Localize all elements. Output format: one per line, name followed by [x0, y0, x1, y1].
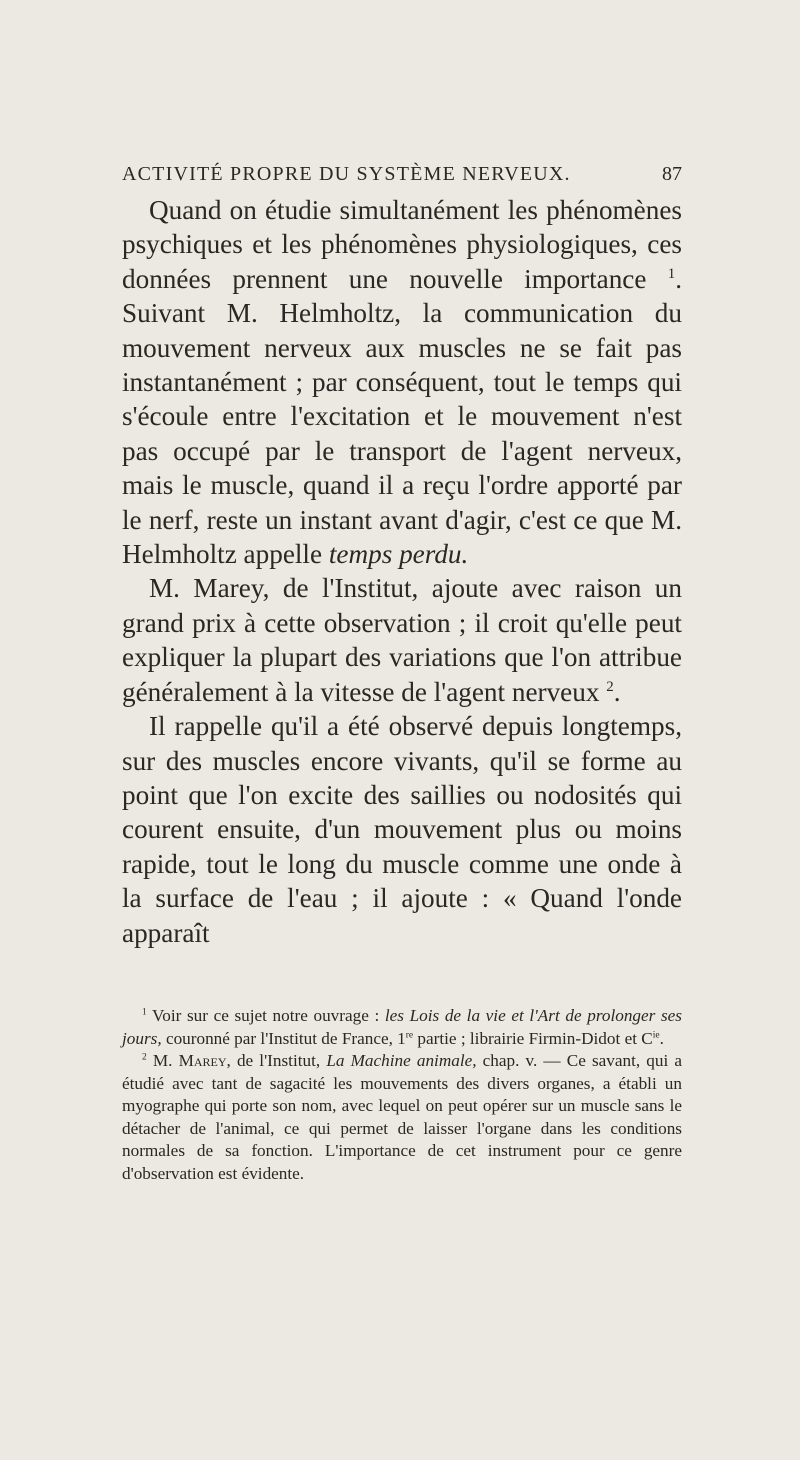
ordinal-suffix: re	[405, 1029, 414, 1040]
footnote-text: couronné par l'Institut de France, 1	[161, 1028, 406, 1048]
footnote-ref-2[interactable]: 2	[606, 678, 614, 695]
page-number: 87	[662, 163, 682, 185]
body-text	[122, 193, 682, 950]
footnote-1	[122, 1005, 682, 1050]
footnote-text: .	[659, 1028, 664, 1048]
footnotes	[122, 1005, 682, 1185]
book-title: La Machine animale,	[326, 1051, 477, 1070]
running-head	[122, 163, 682, 189]
author-name: M. Marey,	[152, 1051, 231, 1070]
footnote-marker: 1	[142, 1007, 147, 1018]
running-title: ACTIVITÉ PROPRE DU SYSTÈME NERVEUX.	[122, 163, 571, 185]
paragraph-3	[122, 709, 682, 950]
footnote-ref-1[interactable]: 1	[667, 265, 676, 282]
footnote-text: Voir sur ce sujet notre ouvrage :	[152, 1006, 385, 1025]
paragraph-text: M. Marey, de l'Institut, ajoute avec raison un grand prix à cette observation ; il croit qu'elle peut expliquer la plupart des variations que l'on attribue généralement à la vitesse de l'agent nerveux	[122, 573, 682, 707]
footnote-text: partie ; librairie Firmin-Didot et C	[413, 1028, 653, 1048]
italic-term: temps perdu.	[328, 539, 469, 570]
footnote-2	[122, 1050, 682, 1185]
paragraph-text: Il rappelle qu'il a été observé depuis longtemps, sur des muscles encore vivants, qu'il se forme au point que l'on excite des saillies ou nodosités qui courent ensuite, d'un mouvement plus ou moins rapide, tout le long du muscle comme une onde à la surface de l'eau ; il ajoute : « Quand l'onde apparaît	[122, 711, 682, 948]
company-suffix: ie	[652, 1029, 660, 1040]
footnote-marker: 2	[142, 1052, 147, 1063]
footnote-text: chap. v. — Ce savant, qui a étudié avec tant de sagacité les mouvements des divers organes, a établi un myographe qui porte son nom, avec lequel on peut opérer sur un muscle sans le détacher de l'animal, ce qui permet de laisser l'organe dans les conditions normales de sa fonction. L'importance de cet instrument pour ce genre d'observation est évidente.	[122, 1051, 683, 1183]
footnote-text: de l'Institut,	[230, 1051, 327, 1070]
paragraph-text: .	[613, 676, 621, 707]
book-title: les Lois de la vie et l'Art de prolonger ses jours,	[122, 1006, 682, 1048]
paragraph-1	[122, 193, 682, 571]
paragraph-text: Quand on étudie simultanément les phénomènes psychiques et les phénomènes physiologiques, ces données prennent une nouvelle importance	[122, 195, 682, 294]
paragraph-text: . Suivant M. Helmholtz, la communication du mouvement nerveux aux muscles ne se fait pas instantanément ; par conséquent, tout le temps qui s'écoule entre l'excitation et le mouvement n'est pas occupé par le transport de l'agent nerveux, mais le muscle, quand il a reçu l'ordre apporté par le nerf, reste un instant avant d'agir, c'est ce que M. Helmholtz appelle	[122, 263, 682, 570]
paragraph-2	[122, 571, 682, 709]
